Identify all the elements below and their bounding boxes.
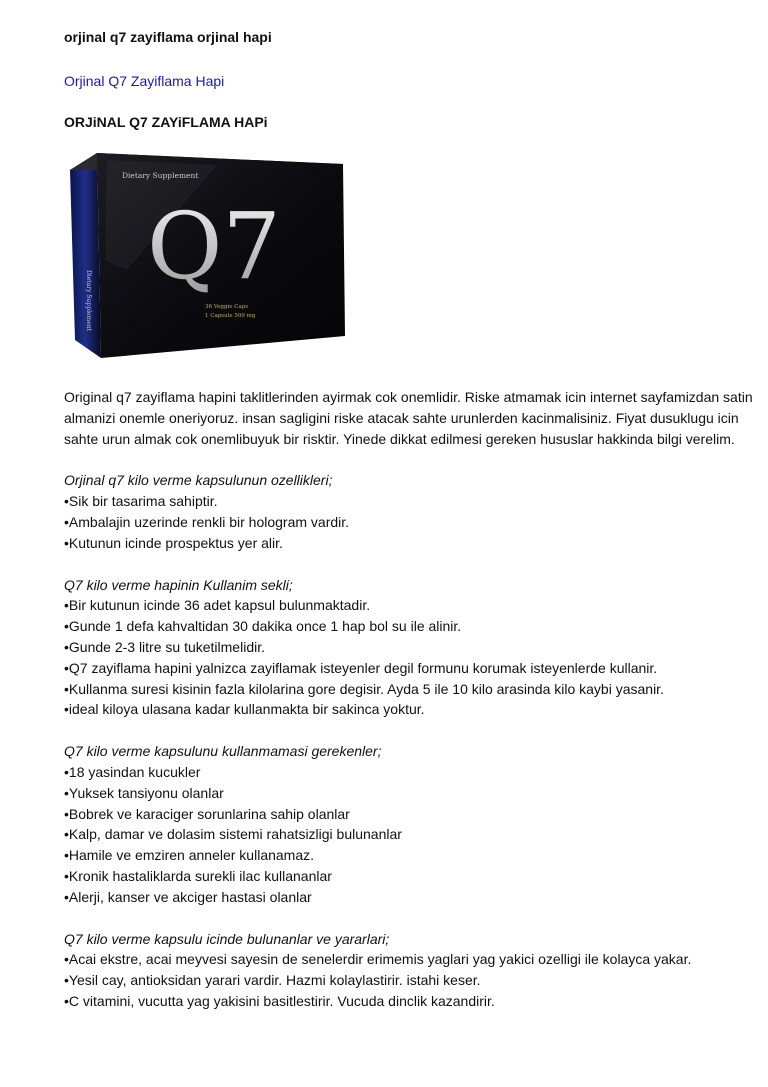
product-box-image [67,150,347,360]
box-side-label: Dietary Supplement [85,270,92,332]
list-item: •ideal kiloya ulasana kadar kullanmakta bir sakinca yoktur. [64,701,425,718]
product-link[interactable]: Orjinal Q7 Zayiflama Hapi [64,73,225,89]
list-item: •Kalp, damar ve dolasim sistemi rahatsizligi bulunanlar [64,826,402,843]
section-usage [64,575,754,721]
box-label-top: Dietary Supplement [122,171,199,180]
section-features [64,470,754,553]
section-ingredients [64,929,754,1012]
list-item: •Sik bir tasarima sahiptir. [64,493,218,510]
box-caps-line1: 36 Veggie Caps [205,304,249,310]
list-item: •Yuksek tansiyonu olanlar [64,784,224,801]
section-title: Q7 kilo verme hapinin Kullanim sekli; [64,576,293,593]
list-item: •Kullanma suresi kisinin fazla kilolarina gore degisir. Ayda 5 ile 10 kilo arasinda kilo kaybi yasanir. [64,680,664,697]
section-title: Orjinal q7 kilo verme kapsulunun ozellikleri; [64,472,333,489]
list-item: •18 yasindan kucukler [64,763,201,780]
list-item: •Gunde 2-3 litre su tuketilmelidir. [64,638,265,655]
intro-paragraph: Original q7 zayiflama hapini taklitlerinden ayirmak cok onemlidir. Riske atmamak icin internet sayfamizdan satin almanizi onemle oneriyoruz. insan sagligini riske atacak sahte urunlerden kacinmalisiniz. Fiyat dusuklugu icin sahte urun almak cok onemlibuyuk bir risktir. Yinede dikkat edilmesi gereken hususlar hakkinda bilgi verelim. [64,389,753,447]
section-title: Q7 kilo verme kapsulu icinde bulunanlar ve yararlari; [64,930,390,947]
list-item: •Yesil cay, antioksidan yarari vardir. Hazmi kolaylastirir. istahi keser. [64,972,481,989]
list-item: •Gunde 1 defa kahvaltidan 30 dakika once 1 hap bol su ile alinir. [64,618,462,635]
list-item: •Q7 zayiflama hapini yalnizca zayiflamak isteyenler degil formunu korumak isteyenlerde kullanir. [64,659,658,676]
list-item: •C vitamini, vucutta yag yakisini basitlestirir. Vucuda dinclik kazandirir. [64,992,495,1009]
document-title: orjinal q7 zayiflama orjinal hapi [64,29,272,45]
list-item: •Acai ekstre, acai meyvesi sayesin de senelerdir erimemis yaglari yag yakici ozelligi ile kolayca yakar. [64,951,692,968]
list-item: •Alerji, kanser ve akciger hastasi olanlar [64,888,312,905]
list-item: •Bir kutunun icinde 36 adet kapsul bulunmaktadir. [64,597,371,614]
box-caps-line2: 1 Capsule 500 mg [205,313,256,319]
list-item: •Kutunun icinde prospektus yer alir. [64,534,283,551]
list-item: •Kronik hastaliklarda surekli ilac kullananlar [64,867,332,884]
list-item: •Bobrek ve karaciger sorunlarina sahip olanlar [64,805,350,822]
section-title: Q7 kilo verme kapsulunu kullanmamasi gerekenler; [64,743,382,760]
document-body [64,387,754,1033]
box-brand-text: Q7 [147,193,281,300]
section-contraindications [64,741,754,907]
list-item: •Hamile ve emziren anneler kullanamaz. [64,847,315,864]
list-item: •Ambalajin uzerinde renkli bir hologram vardir. [64,513,350,530]
product-heading: ORJiNAL Q7 ZAYiFLAMA HAPi [64,114,268,130]
